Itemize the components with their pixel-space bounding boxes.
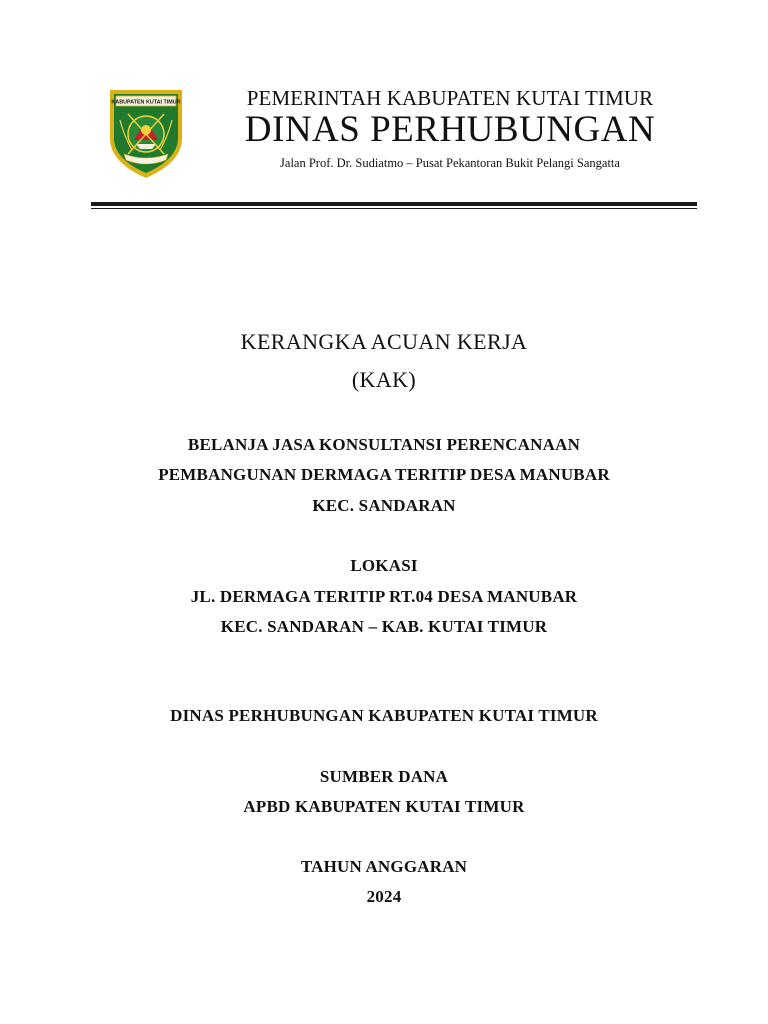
letterhead-divider-thin: [91, 208, 697, 209]
title-line-1: KERANGKA ACUAN KERJA: [240, 329, 528, 354]
location-heading: LOKASI: [350, 556, 418, 575]
location-line-1: JL. DERMAGA TERITIP RT.04 DESA MANUBAR: [190, 587, 578, 606]
svg-text:KABUPATEN KUTAI TIMUR: KABUPATEN KUTAI TIMUR: [111, 99, 181, 106]
funding-value: APBD KABUPATEN KUTAI TIMUR: [243, 797, 525, 816]
project-line-1: BELANJA JASA KONSULTANSI PERENCANAAN: [187, 435, 581, 454]
kutai-timur-emblem-icon: [106, 86, 186, 180]
agency-line: DINAS PERHUBUNGAN KABUPATEN KUTAI TIMUR: [170, 706, 598, 725]
agency-address: Jalan Prof. Dr. Sudiatmo – Pusat Pekantoran Bukit Pelangi Sangatta: [280, 156, 620, 170]
project-line-3: KEC. SANDARAN: [312, 496, 456, 515]
title-line-2: (KAK): [351, 367, 417, 392]
letterhead: [0, 0, 768, 215]
government-name: PEMERINTAH KABUPATEN KUTAI TIMUR: [246, 86, 654, 110]
agency-name: DINAS PERHUBUNGAN: [244, 109, 656, 150]
location-line-2: KEC. SANDARAN – KAB. KUTAI TIMUR: [220, 617, 548, 636]
project-line-2: PEMBANGUNAN DERMAGA TERITIP DESA MANUBAR: [158, 465, 610, 484]
funding-heading: SUMBER DANA: [319, 767, 449, 786]
letterhead-divider-thick: [91, 202, 697, 206]
budget-year-value: 2024: [366, 887, 402, 906]
budget-year-heading: TAHUN ANGGARAN: [300, 857, 468, 876]
